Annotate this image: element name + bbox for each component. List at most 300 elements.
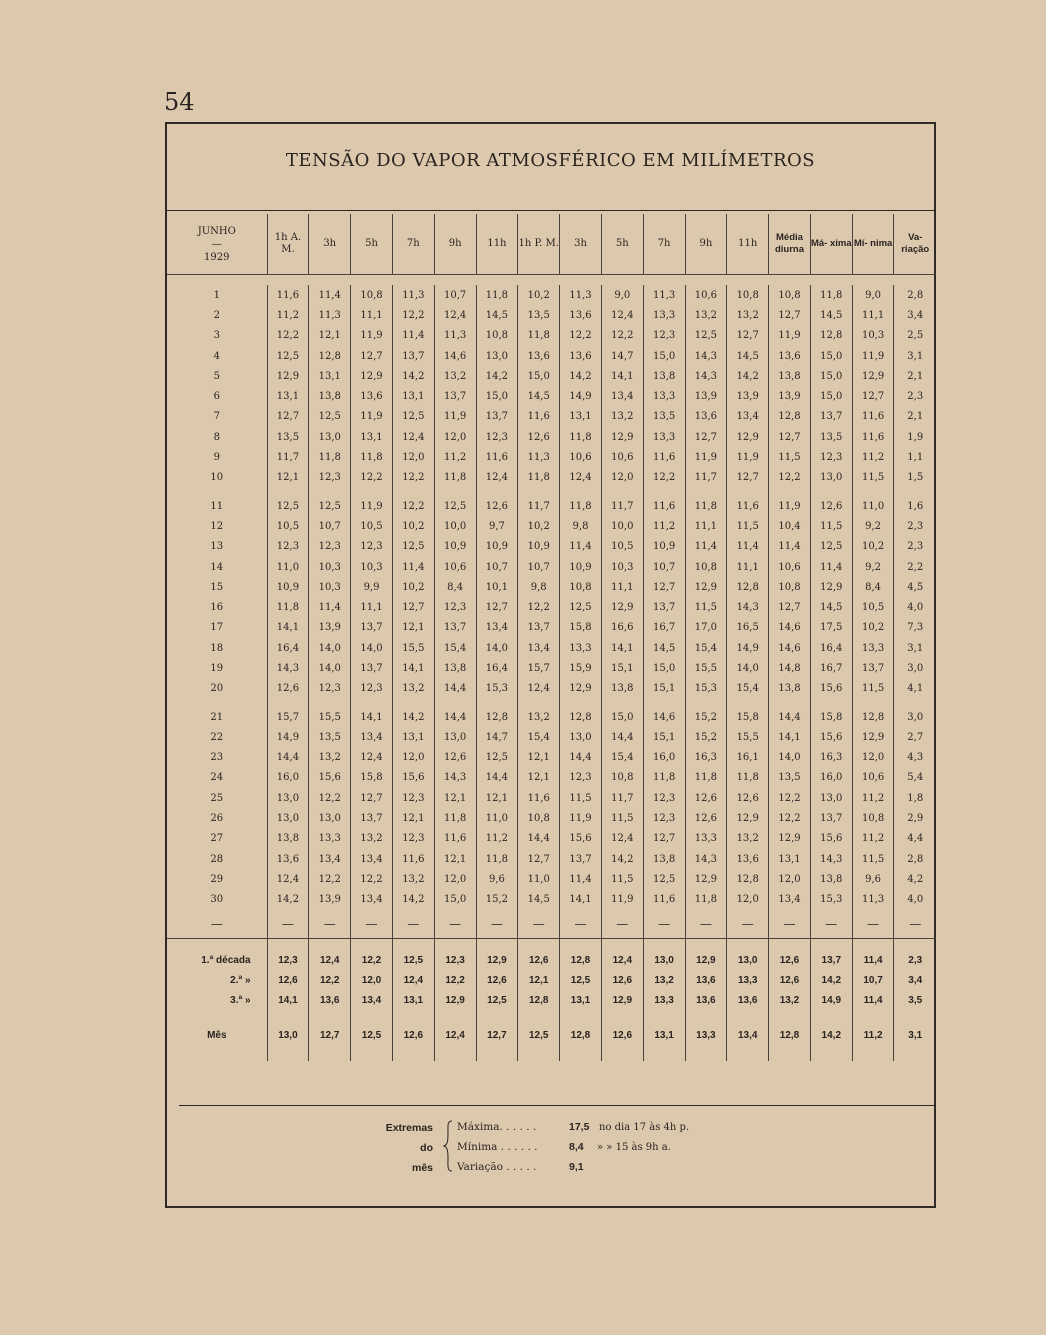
table-cell: 13,8 <box>309 386 351 406</box>
month-header <box>167 214 267 275</box>
table-cell: 13,8 <box>643 849 685 869</box>
table-cell: 14,5 <box>518 890 560 910</box>
table-cell: 11,8 <box>518 326 560 346</box>
min-value: 8,4 <box>569 1141 584 1153</box>
variation-label: Variação . . . . . <box>457 1161 537 1173</box>
table-cell: 12,4 <box>518 679 560 699</box>
table-cell: 11,1 <box>727 557 769 577</box>
table-cell: 14,4 <box>601 727 643 747</box>
table-cell: 13,5 <box>769 768 811 788</box>
table-cell: 15,4 <box>434 638 476 658</box>
table-cell: 2,1 <box>894 407 936 427</box>
table-cell: 10,8 <box>685 557 727 577</box>
summary-cell: 13,7 <box>810 951 852 971</box>
table-cell: 15,1 <box>643 727 685 747</box>
summary-cell: 12,5 <box>476 991 518 1011</box>
table-row <box>167 597 936 617</box>
table-cell: 11,9 <box>769 326 811 346</box>
table-cell: 17,5 <box>810 618 852 638</box>
year-label: 1929 <box>204 251 230 263</box>
dash-cell: — <box>685 910 727 939</box>
day-number: 23 <box>210 752 224 764</box>
table-cell: 9,8 <box>518 577 560 597</box>
table-cell: 12,4 <box>560 468 602 488</box>
table-cell: 14,3 <box>810 849 852 869</box>
table-cell: 14,1 <box>351 707 393 727</box>
dash-cell: — <box>727 910 769 939</box>
summary-cell: 12,5 <box>392 951 434 971</box>
table-cell: 11,9 <box>769 496 811 516</box>
dash-cell: — <box>769 910 811 939</box>
table-row <box>167 305 936 325</box>
summary-cell: 12,7 <box>476 1023 518 1049</box>
table-cell: 11,8 <box>685 890 727 910</box>
month-label: JUNHO <box>197 225 236 237</box>
table-cell: 16,6 <box>601 618 643 638</box>
table-row <box>167 748 936 768</box>
table-cell: 13,8 <box>643 366 685 386</box>
table-cell: 11,5 <box>727 516 769 536</box>
summary-cell: 12,9 <box>685 951 727 971</box>
day-number: 9 <box>213 452 220 464</box>
table-cell: 11,6 <box>518 407 560 427</box>
table-cell: 1,1 <box>894 447 936 467</box>
day-number: 12 <box>210 520 224 532</box>
table-cell: 13,3 <box>309 829 351 849</box>
table-cell: 12,6 <box>267 679 309 699</box>
month-label: Mês <box>207 1030 227 1042</box>
table-cell: 12,2 <box>392 305 434 325</box>
table-cell: 11,2 <box>434 447 476 467</box>
day-number: 29 <box>210 873 224 885</box>
table-cell: 13,5 <box>518 305 560 325</box>
summary-cell: 12,5 <box>560 971 602 991</box>
table-cell: 13,2 <box>727 305 769 325</box>
table-row <box>167 808 936 828</box>
summary-cell: 12,2 <box>351 951 393 971</box>
table-cell: 11,8 <box>351 447 393 467</box>
table-cell: 10,8 <box>351 285 393 305</box>
table-cell: 10,8 <box>601 768 643 788</box>
table-cell: 13,1 <box>351 427 393 447</box>
summary-cell: 13,4 <box>727 1023 769 1049</box>
table-row <box>167 285 936 305</box>
table-cell: 11,0 <box>267 557 309 577</box>
table-cell: 13,0 <box>560 727 602 747</box>
table-cell: 14,2 <box>727 366 769 386</box>
table-cell: 11,2 <box>852 788 894 808</box>
table-cell: 13,7 <box>351 618 393 638</box>
table-cell: 12,5 <box>267 346 309 366</box>
table-cell: 10,6 <box>685 285 727 305</box>
table-cell: 15,8 <box>727 707 769 727</box>
table-cell: 12,8 <box>727 869 769 889</box>
column-header: 1h P. M. <box>518 214 560 275</box>
table-cell: 2,8 <box>894 849 936 869</box>
table-cell: 13,2 <box>518 707 560 727</box>
table-cell: 15,5 <box>392 638 434 658</box>
table-cell: 14,0 <box>309 658 351 678</box>
table-cell: 9,6 <box>852 869 894 889</box>
table-cell: 12,3 <box>267 537 309 557</box>
table-cell: 12,6 <box>434 748 476 768</box>
table-cell: 11,4 <box>309 285 351 305</box>
summary-cell: 13,4 <box>351 991 393 1011</box>
table-cell: 10,8 <box>518 808 560 828</box>
table-cell: 10,3 <box>309 557 351 577</box>
table-cell: 12,7 <box>267 407 309 427</box>
table-cell: 11,9 <box>560 808 602 828</box>
dash-cell: — <box>810 910 852 939</box>
table-cell: 10,2 <box>392 577 434 597</box>
table-cell: 13,4 <box>518 638 560 658</box>
table-cell: 13,4 <box>476 618 518 638</box>
table-cell: 12,2 <box>309 869 351 889</box>
table-cell: 15,6 <box>810 829 852 849</box>
table-row <box>167 447 936 467</box>
table-cell: 12,9 <box>601 427 643 447</box>
table-cell: 13,1 <box>392 727 434 747</box>
summary-cell: 12,4 <box>392 971 434 991</box>
table-cell: 12,9 <box>601 597 643 617</box>
column-header: Má- xima <box>810 214 852 275</box>
table-cell: 12,5 <box>476 748 518 768</box>
table-cell: 12,1 <box>476 788 518 808</box>
table-cell: 11,9 <box>727 447 769 467</box>
table-cell: 14,6 <box>643 707 685 727</box>
table-cell: 11,8 <box>560 496 602 516</box>
table-cell: 11,8 <box>476 849 518 869</box>
table-cell: 13,7 <box>392 346 434 366</box>
summary-cell: 13,6 <box>685 991 727 1011</box>
dash-cell: — <box>434 910 476 939</box>
table-cell: 3,4 <box>894 305 936 325</box>
table-cell: 11,7 <box>601 496 643 516</box>
table-cell: 10,2 <box>852 537 894 557</box>
summary-cell: 11,2 <box>852 1023 894 1049</box>
table-cell: 12,4 <box>476 468 518 488</box>
table-cell: 9,2 <box>852 557 894 577</box>
table-cell: 16,4 <box>267 638 309 658</box>
table-cell: 13,3 <box>643 427 685 447</box>
table-cell: 15,0 <box>643 658 685 678</box>
table-cell: 14,2 <box>476 366 518 386</box>
summary-cell: 12,5 <box>518 1023 560 1049</box>
table-cell: 11,7 <box>601 788 643 808</box>
column-header: 7h <box>392 214 434 275</box>
table-cell: 14,1 <box>769 727 811 747</box>
table-cell: 14,0 <box>309 638 351 658</box>
table-cell: 12,3 <box>309 537 351 557</box>
table-row <box>167 326 936 346</box>
table-cell: 13,0 <box>434 727 476 747</box>
summary-cell: 12,6 <box>392 1023 434 1049</box>
table-cell: 15,0 <box>476 386 518 406</box>
table-cell: 12,0 <box>852 748 894 768</box>
table-row <box>167 890 936 910</box>
table-cell: 12,4 <box>267 869 309 889</box>
table-cell: 14,3 <box>267 658 309 678</box>
table-cell: 14,5 <box>643 638 685 658</box>
summary-cell: 13,1 <box>392 991 434 1011</box>
table-cell: 13,4 <box>601 386 643 406</box>
table-cell: 2,1 <box>894 366 936 386</box>
table-cell: 12,1 <box>267 468 309 488</box>
table-cell: 10,6 <box>852 768 894 788</box>
table-cell: 13,6 <box>727 849 769 869</box>
day-number: 5 <box>213 370 220 382</box>
table-row <box>167 496 936 516</box>
summary-cell: 12,6 <box>518 951 560 971</box>
table-cell: 11,4 <box>392 557 434 577</box>
table-cell: 4,3 <box>894 748 936 768</box>
table-cell: 13,6 <box>518 346 560 366</box>
summary-cell: 12,6 <box>601 971 643 991</box>
day-number: 7 <box>213 411 220 423</box>
table-cell: 11,4 <box>727 537 769 557</box>
table-cell: 11,0 <box>518 869 560 889</box>
dash-cell: — <box>601 910 643 939</box>
table-cell: 10,3 <box>351 557 393 577</box>
table-cell: 12,7 <box>852 386 894 406</box>
summary-cell: 14,1 <box>267 991 309 1011</box>
table-cell: 8,4 <box>434 577 476 597</box>
column-header: 3h <box>309 214 351 275</box>
table-cell: 13,7 <box>810 808 852 828</box>
table-cell: 12,8 <box>769 407 811 427</box>
table-cell: 12,9 <box>351 366 393 386</box>
table-cell: 11,4 <box>309 597 351 617</box>
table-cell: 13,7 <box>351 658 393 678</box>
table-cell: 13,2 <box>392 679 434 699</box>
table-cell: 12,1 <box>518 768 560 788</box>
table-row <box>167 788 936 808</box>
summary-cell: 12,7 <box>309 1023 351 1049</box>
table-cell: 10,7 <box>434 285 476 305</box>
table-cell: 10,8 <box>476 326 518 346</box>
table-row <box>167 707 936 727</box>
table-cell: 12,9 <box>685 869 727 889</box>
table-cell: 14,7 <box>601 346 643 366</box>
table-cell: 13,2 <box>685 305 727 325</box>
table-cell: 14,0 <box>769 748 811 768</box>
day-number: 10 <box>210 472 224 484</box>
table-cell: 1,6 <box>894 496 936 516</box>
table-cell: 12,5 <box>309 496 351 516</box>
table-row <box>167 768 936 788</box>
summary-cell: 11,4 <box>852 991 894 1011</box>
dash-row <box>167 910 936 939</box>
table-cell: 12,5 <box>392 537 434 557</box>
summary-cell: 10,7 <box>852 971 894 991</box>
table-cell: 12,6 <box>476 496 518 516</box>
table-cell: 12,9 <box>852 366 894 386</box>
table-cell: 16,4 <box>476 658 518 678</box>
table-cell: 12,3 <box>643 808 685 828</box>
table-cell: 14,1 <box>267 618 309 638</box>
table-cell: 12,8 <box>810 326 852 346</box>
table-cell: 10,1 <box>476 577 518 597</box>
table-cell: 12,7 <box>685 427 727 447</box>
table-cell: 12,2 <box>267 326 309 346</box>
summary-cell: 13,2 <box>769 991 811 1011</box>
table-cell: 13,8 <box>769 366 811 386</box>
table-cell: 13,2 <box>351 829 393 849</box>
table-cell: 11,7 <box>685 468 727 488</box>
day-number: 18 <box>210 642 224 654</box>
table-cell: 10,0 <box>601 516 643 536</box>
table-cell: 11,5 <box>601 808 643 828</box>
table-cell: 15,0 <box>434 890 476 910</box>
table-cell: 12,3 <box>810 447 852 467</box>
table-cell: 14,9 <box>560 386 602 406</box>
day-number: 13 <box>210 541 224 553</box>
table-cell: 14,3 <box>685 346 727 366</box>
table-cell: 12,3 <box>643 326 685 346</box>
table-cell: 15,0 <box>810 346 852 366</box>
table-cell: 11,8 <box>434 808 476 828</box>
table-cell: 12,3 <box>392 788 434 808</box>
table-cell: 11,8 <box>309 447 351 467</box>
table-cell: 3,0 <box>894 658 936 678</box>
summary-cell: 12,8 <box>518 991 560 1011</box>
decade-label: 2.ª » <box>230 975 251 987</box>
table-cell: 12,3 <box>351 679 393 699</box>
table-cell: 12,9 <box>769 829 811 849</box>
table-cell: 14,1 <box>392 658 434 678</box>
table-cell: 13,2 <box>601 407 643 427</box>
table-cell: 13,0 <box>476 346 518 366</box>
table-cell: 11,8 <box>727 768 769 788</box>
table-cell: 14,2 <box>560 366 602 386</box>
dash-cell: — <box>309 910 351 939</box>
day-number: 1 <box>213 289 220 301</box>
table-cell: 12,9 <box>810 577 852 597</box>
table-cell: 13,2 <box>727 829 769 849</box>
table-cell: 12,2 <box>351 869 393 889</box>
table-cell: 16,0 <box>643 748 685 768</box>
table-cell: 10,8 <box>727 285 769 305</box>
table-cell: 15,2 <box>685 707 727 727</box>
table-cell: 10,2 <box>852 618 894 638</box>
table-cell: 13,4 <box>351 727 393 747</box>
table-cell: 15,6 <box>560 829 602 849</box>
table-cell: 12,0 <box>601 468 643 488</box>
table-cell: 15,4 <box>601 748 643 768</box>
table-cell: 15,6 <box>810 727 852 747</box>
table-row <box>167 468 936 488</box>
spacer-row <box>167 1011 936 1023</box>
table-cell: 11,5 <box>769 447 811 467</box>
table-row <box>167 346 936 366</box>
summary-cell: 12,9 <box>601 991 643 1011</box>
summary-cell: 3,1 <box>894 1023 936 1049</box>
table-cell: 1,5 <box>894 468 936 488</box>
table-cell: 13,9 <box>769 386 811 406</box>
table-cell: 4,5 <box>894 577 936 597</box>
table-cell: 9,6 <box>476 869 518 889</box>
page-number: 54 <box>164 88 195 116</box>
table-cell: 14,1 <box>601 366 643 386</box>
summary-cell: 12,2 <box>434 971 476 991</box>
table-cell: 15,3 <box>810 890 852 910</box>
table-cell: 13,3 <box>643 305 685 325</box>
table-cell: 10,4 <box>769 516 811 536</box>
table-cell: 10,7 <box>643 557 685 577</box>
table-cell: 13,0 <box>810 468 852 488</box>
table-cell: 11,5 <box>560 788 602 808</box>
table-cell: 13,2 <box>309 748 351 768</box>
table-cell: 12,9 <box>685 577 727 597</box>
table-cell: 10,6 <box>769 557 811 577</box>
table-cell: 14,4 <box>476 768 518 788</box>
table-cell: 13,5 <box>309 727 351 747</box>
column-header: 7h <box>643 214 685 275</box>
table-cell: 11,4 <box>769 537 811 557</box>
summary-cell: 13,6 <box>309 991 351 1011</box>
table-cell: 10,9 <box>643 537 685 557</box>
table-cell: 11,4 <box>560 537 602 557</box>
table-cell: 16,4 <box>810 638 852 658</box>
table-cell: 12,3 <box>434 597 476 617</box>
table-cell: 12,8 <box>309 346 351 366</box>
table-cell: 14,4 <box>769 707 811 727</box>
table-cell: 13,8 <box>434 658 476 678</box>
header-row <box>167 214 936 275</box>
summary-values <box>167 938 936 1061</box>
table-cell: 10,8 <box>560 577 602 597</box>
table-cell: 9,2 <box>852 516 894 536</box>
table-cell: 11,3 <box>392 285 434 305</box>
table-cell: 12,4 <box>351 748 393 768</box>
decade-row <box>167 951 936 971</box>
dash-cell: — <box>351 910 393 939</box>
table-cell: 12,5 <box>434 496 476 516</box>
table-cell: 15,0 <box>810 366 852 386</box>
table-cell: 11,8 <box>267 597 309 617</box>
table-cell: 12,1 <box>392 618 434 638</box>
table-cell: 14,4 <box>434 679 476 699</box>
table-cell: 14,3 <box>434 768 476 788</box>
table-cell: 15,4 <box>727 679 769 699</box>
table-cell: 12,7 <box>351 346 393 366</box>
table-cell: 11,6 <box>643 890 685 910</box>
summary-cell: 12,3 <box>434 951 476 971</box>
table-cell: 9,0 <box>852 285 894 305</box>
table-cell: 14,0 <box>476 638 518 658</box>
table-cell: 12,1 <box>434 849 476 869</box>
dash-cell: — <box>210 916 223 931</box>
table-cell: 11,8 <box>434 468 476 488</box>
day-number: 28 <box>210 853 224 865</box>
column-header: 9h <box>434 214 476 275</box>
table-cell: 12,8 <box>727 577 769 597</box>
summary-cell: 12,4 <box>434 1023 476 1049</box>
table-cell: 11,0 <box>852 496 894 516</box>
table-cell: 12,2 <box>560 326 602 346</box>
summary-cell: 13,0 <box>727 951 769 971</box>
table-cell: 12,3 <box>560 768 602 788</box>
table-row <box>167 427 936 447</box>
table-cell: 14,4 <box>434 707 476 727</box>
summary-cell: 3,4 <box>894 971 936 991</box>
table-cell: 11,6 <box>727 496 769 516</box>
table-cell: 11,7 <box>267 447 309 467</box>
table-cell: 13,9 <box>309 618 351 638</box>
table-row <box>167 516 936 536</box>
table-cell: 12,7 <box>518 849 560 869</box>
table-cell: 4,0 <box>894 597 936 617</box>
